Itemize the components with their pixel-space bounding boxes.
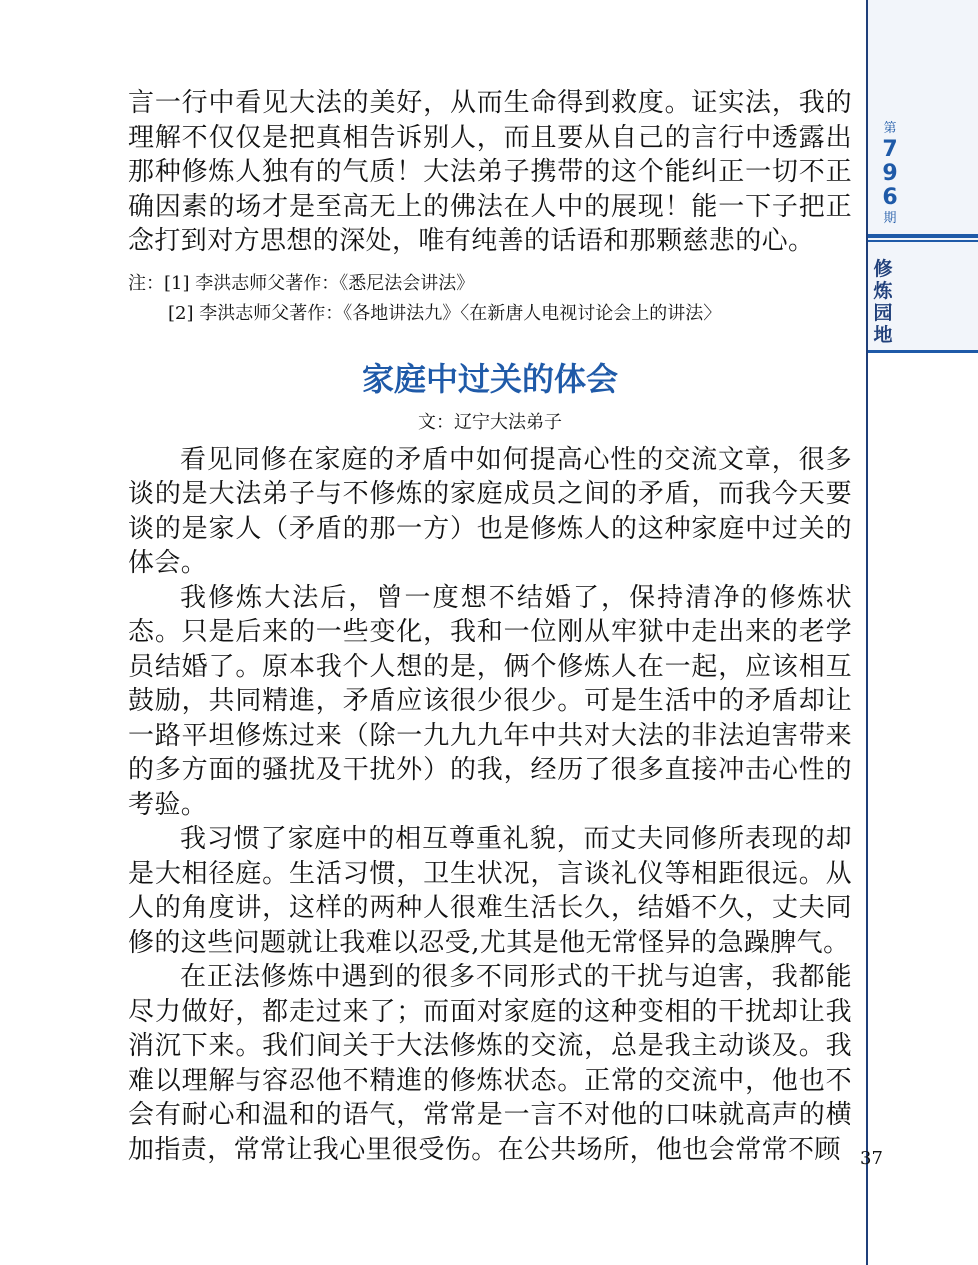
footnotes (128, 269, 852, 329)
sidebar-divider (868, 350, 978, 353)
issue-prefix: 第 (883, 121, 897, 136)
sidebar-divider (868, 240, 978, 242)
article-paragraph: 我习惯了家庭中的相互尊重礼貌，而丈夫同修所表现的却是大相径庭。生活习惯，卫生状况，言谈礼仪等相距很远。从人的角度讲，这样的两种人很难生活长久，结婚不久，丈夫同修的这些问题就让我难以忍受,尤其是他无常怪异的急躁脾气。 (128, 824, 852, 958)
article-byline: 文：辽宁大法弟子 (418, 411, 562, 433)
sidebar-divider (868, 234, 978, 238)
article-paragraph: 看见同修在家庭的矛盾中如何提高心性的交流文章，很多谈的是大法弟子与不修炼的家庭成员之间的矛盾，而我今天要谈的是家人（矛盾的那一方）也是修炼人的这种家庭中过关的体会。 (128, 444, 852, 578)
column-char: 修 (873, 258, 893, 280)
issue-digit: 9 (882, 161, 898, 186)
column-char: 园 (873, 302, 893, 324)
page-number: 37 (860, 1148, 883, 1169)
continuation-paragraph: 言一行中看见大法的美好，从而生命得到救度。证实法，我的理解不仅仅是把真相告诉别人，而且要从自己的言行中透露出那种修炼人独有的气质！大法弟子携带的这个能纠正一切不正确因素的场才是至高无上的佛法在人中的展现！能一下子把正念打到对方思想的深处，唯有纯善的话语和那颗慈悲的心。 (128, 88, 852, 256)
column-char: 地 (873, 324, 893, 346)
article-paragraph: 我修炼大法后，曾一度想不结婚了，保持清净的修炼状态。只是后来的一些变化，我和一位刚从牢狱中走出来的老学员结婚了。原本我个人想的是，俩个修炼人在一起，应该相互鼓励，共同精進，矛盾应该很少很少。可是生活中的矛盾却让一路平坦修炼过来（除一九九九年中共对大法的非法迫害带来的多方面的骚扰及干扰外）的我，经历了很多直接冲击心性的考验。 (128, 582, 852, 820)
issue-number (868, 120, 912, 228)
article-title: 家庭中过关的体会 (361, 359, 618, 398)
issue-digit: 7 (882, 137, 898, 162)
footnote-2: [2] 李洪志师父著作：《各地讲法九》〈在新唐人电视讨论会上的讲法〉 (168, 302, 722, 324)
issue-suffix: 期 (883, 211, 897, 226)
footnote-1: 注：[1] 李洪志师父著作：《悉尼法会讲法》 (128, 272, 475, 294)
column-char: 炼 (873, 280, 893, 302)
article-paragraph: 在正法修炼中遇到的很多不同形式的干扰与迫害，我都能尽力做好，都走过来了；而面对家庭的这种变相的干扰却让我消沉下来。我们间关于大法修炼的交流，总是我主动谈及。我难以理解与容忍他不精進的修炼状态。正常的交流中，他也不会有耐心和温和的语气，常常是一言不对他的口味就高声的横加指责，常常让我心里很受伤。在公共场所，他也会常常不顾 (128, 962, 852, 1165)
text-column (128, 86, 852, 1167)
column-name (868, 258, 898, 346)
issue-digit: 6 (882, 185, 898, 210)
